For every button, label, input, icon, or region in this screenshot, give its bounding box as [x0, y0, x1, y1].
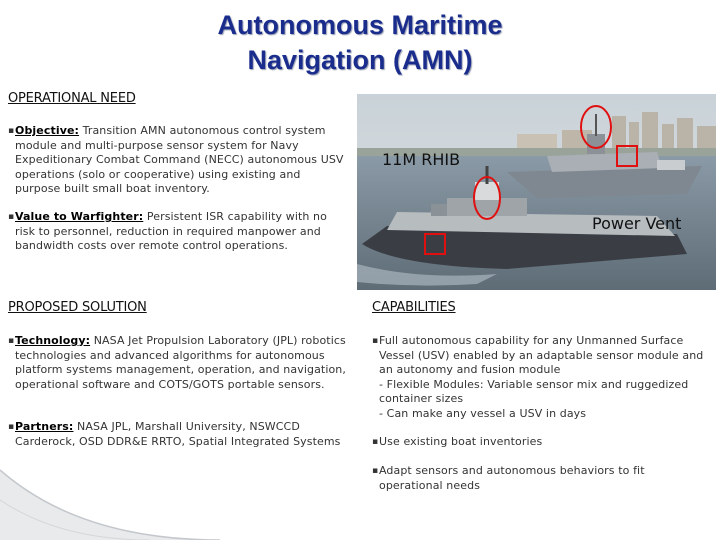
technology-text: NASA Jet Propulsion Laboratory (JPL) robotics technologies and advanced algorithms for autonomous platform systems management, operation, and navigation, operational software and COTS/GOTS portable sensors. [15, 334, 346, 391]
technology-item [8, 334, 354, 392]
boats-photo-svg [357, 94, 716, 290]
slide-title [120, 8, 600, 78]
operational-need-heading: OPERATIONAL NEED [8, 91, 136, 106]
bullet-icon: ▪ [8, 212, 15, 222]
capability-any-vessel-text: - Can make any vessel a USV in days [379, 406, 587, 420]
bullet-icon: ▪ [8, 126, 15, 136]
capability-item-inventories [372, 435, 716, 450]
partners-text: NASA JPL, Marshall University, NSWCCD Carderock, OSD DDR&E RRTO, Spatial Integrated Systems [15, 420, 341, 448]
capabilities-heading: CAPABILITIES [372, 300, 456, 315]
slide-title-line2: Navigation (AMN) [247, 45, 473, 75]
capability-adapt-text: Adapt sensors and autonomous behaviors to fit operational needs [379, 464, 645, 492]
rhib-label: 11M RHIB [382, 150, 461, 169]
objective-item [8, 124, 348, 197]
value-to-warfighter-item [8, 210, 350, 254]
bullet-icon: ▪ [8, 336, 15, 346]
bullet-icon: ▪ [8, 422, 15, 432]
partners-label: Partners: [15, 420, 74, 433]
bullet-icon: ▪ [372, 437, 379, 447]
capability-item-autonomy [372, 334, 716, 422]
capability-flexible-modules-text: - Flexible Modules: Variable sensor mix and ruggedized container sizes [379, 377, 689, 406]
proposed-solution-heading: PROPOSED SOLUTION [8, 300, 147, 315]
capability-inventories-text: Use existing boat inventories [379, 435, 543, 448]
value-to-warfighter-label: Value to Warfighter: [15, 210, 144, 223]
value-to-warfighter-text: Persistent ISR capability with no risk to personnel, reduction in required manpower and bandwidth costs over remote control operations. [15, 210, 327, 253]
bullet-icon: ▪ [372, 466, 379, 476]
capability-autonomy-text: Full autonomous capability for any Unmanned Surface Vessel (USV) enabled by an adaptable sensor module and an autonomy and fusion module [379, 334, 704, 377]
corner-swoop-decoration [0, 430, 220, 540]
power-vent-label: Power Vent [592, 214, 682, 233]
objective-label: Objective: [15, 124, 80, 137]
objective-text: Transition AMN autonomous control system module and multi-purpose sensor system for Navy Expeditionary Combat Command (NECC) autonomous USV operations (solo or cooperative) using existing and purpose built small boat inventory. [15, 124, 344, 196]
capability-item-adapt [372, 464, 672, 493]
technology-label: Technology: [15, 334, 91, 347]
boats-photo [357, 94, 716, 290]
bullet-icon: ▪ [372, 336, 379, 346]
slide-title-line1: Autonomous Maritime [217, 10, 503, 40]
